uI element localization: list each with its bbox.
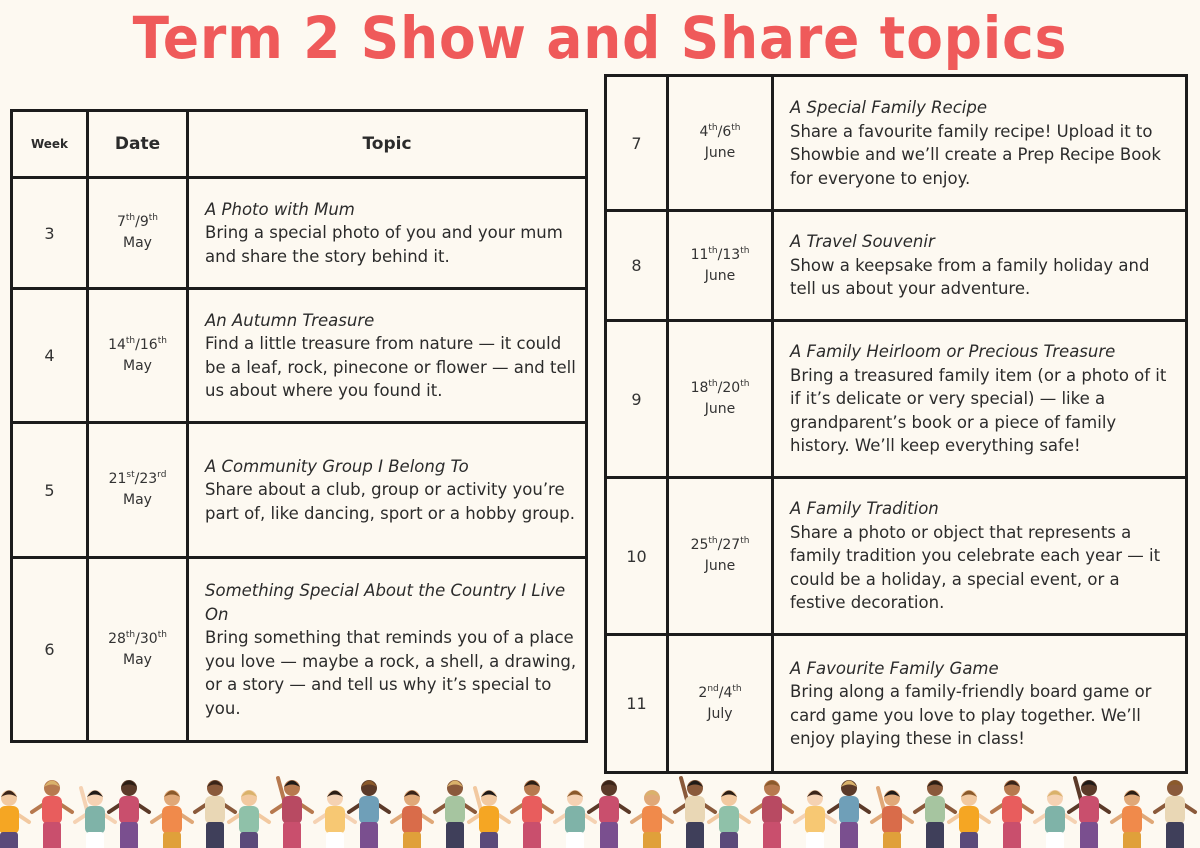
week-number: 6 bbox=[12, 558, 88, 742]
week-dates: 14th/16th May bbox=[88, 289, 188, 423]
table-header-row bbox=[12, 111, 587, 178]
table-row bbox=[12, 178, 587, 289]
topic-description: Bring along a family-friendly board game or card game you love to play together. We’ll enjoy playing these in class! bbox=[790, 682, 1152, 748]
topic-cell bbox=[773, 76, 1187, 211]
topic-description: Bring a treasured family item (or a photo of it if it’s delicate or very special) — like a grandparent’s book or a piece of family history. We’ll keep everything safe! bbox=[790, 365, 1167, 456]
week-number: 7 bbox=[606, 76, 668, 211]
table-row bbox=[606, 76, 1187, 211]
week-dates: 21st/23rd May bbox=[88, 423, 188, 558]
table-row bbox=[606, 635, 1187, 773]
table-row bbox=[12, 423, 587, 558]
table-row bbox=[606, 211, 1187, 321]
topic-description: Bring a special photo of you and your mum and share the story behind it. bbox=[205, 223, 563, 266]
table-row bbox=[12, 289, 587, 423]
topic-cell bbox=[773, 635, 1187, 773]
topic-name: A Community Group I Belong To bbox=[205, 456, 469, 476]
week-number: 9 bbox=[606, 321, 668, 478]
week-dates: 28th/30th May bbox=[88, 558, 188, 742]
topic-name: A Photo with Mum bbox=[205, 199, 355, 219]
table-row bbox=[606, 478, 1187, 635]
topic-name: A Special Family Recipe bbox=[790, 98, 987, 117]
topic-description: Share a photo or object that represents a family tradition you celebrate each year — it could be a holiday, a special event, or a festive decoration. bbox=[790, 522, 1161, 613]
schedule-table-left bbox=[10, 109, 588, 743]
week-dates: 4th/6th June bbox=[668, 76, 773, 211]
crowd-illustration bbox=[0, 770, 1200, 848]
topic-description: Find a little treasure from nature — it could be a leaf, rock, pinecone or flower — and tell us about where you found it. bbox=[205, 334, 576, 400]
week-dates: 7th/9th May bbox=[88, 178, 188, 289]
topic-description: Bring something that reminds you of a place you love — maybe a rock, a shell, a drawing, or a story — and tell us why it’s special to you. bbox=[205, 628, 577, 718]
topic-cell bbox=[188, 423, 587, 558]
week-dates: 18th/20th June bbox=[668, 321, 773, 478]
topic-name: Something Special About the Country I Live On bbox=[205, 581, 566, 624]
schedule-table-right bbox=[604, 74, 1188, 774]
topic-description: Share about a club, group or activity you’re part of, like dancing, sport or a hobby group. bbox=[205, 480, 575, 523]
topic-description: Share a favourite family recipe! Upload it to Showbie and we’ll create a Prep Recipe Book for everyone to enjoy. bbox=[790, 121, 1161, 188]
topic-cell bbox=[188, 558, 587, 742]
topic-cell bbox=[773, 478, 1187, 635]
header-week: Week bbox=[12, 111, 88, 178]
week-number: 11 bbox=[606, 635, 668, 773]
topic-name: An Autumn Treasure bbox=[205, 310, 375, 330]
week-dates: 2nd/4th July bbox=[668, 635, 773, 773]
week-number: 5 bbox=[12, 423, 88, 558]
header-date: Date bbox=[88, 111, 188, 178]
topic-cell bbox=[188, 178, 587, 289]
topic-name: A Favourite Family Game bbox=[790, 658, 999, 678]
topic-cell bbox=[188, 289, 587, 423]
page-title: Term 2 Show and Share topics bbox=[132, 4, 1068, 72]
week-dates: 11th/13th June bbox=[668, 211, 773, 321]
table-row bbox=[12, 558, 587, 742]
week-number: 3 bbox=[12, 178, 88, 289]
week-number: 8 bbox=[606, 211, 668, 321]
topic-name: A Family Heirloom or Precious Treasure bbox=[790, 342, 1116, 362]
week-number: 4 bbox=[12, 289, 88, 423]
topic-cell bbox=[773, 211, 1187, 321]
week-dates: 25th/27th June bbox=[668, 478, 773, 635]
topic-name: A Family Tradition bbox=[790, 499, 939, 519]
topic-cell bbox=[773, 321, 1187, 478]
topic-description: Show a keepsake from a family holiday and tell us about your adventure. bbox=[790, 255, 1150, 299]
table-row bbox=[606, 321, 1187, 478]
topic-name: A Travel Souvenir bbox=[790, 232, 935, 252]
week-number: 10 bbox=[606, 478, 668, 635]
header-topic: Topic bbox=[188, 111, 587, 178]
